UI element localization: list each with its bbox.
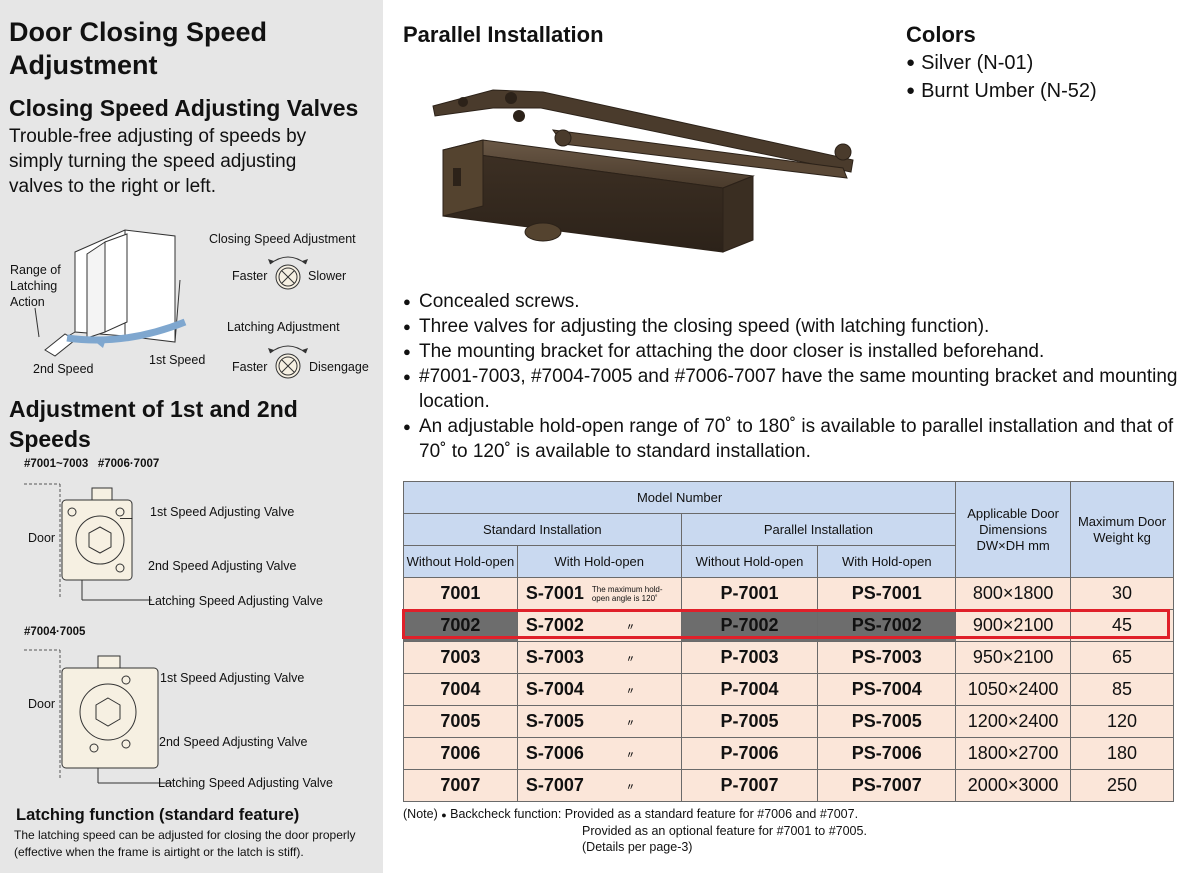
valves-description: Trouble-free adjusting of speeds by simply turning the speed adjusting valves to the right or left. xyxy=(9,126,307,197)
weight-cell: 250 xyxy=(1071,770,1174,802)
parallel-model-cell: P-7003 xyxy=(681,642,818,674)
with-holdopen-header-2: With Hold-open xyxy=(818,546,956,578)
feature-item: ● #7001-7003, #7004-7005 and #7006-7007 have the same mounting bracket and mounting location. xyxy=(403,364,1183,414)
standard-holdopen-cell xyxy=(517,674,681,706)
parallel-holdopen-cell: PS-7007 xyxy=(818,770,956,802)
table-row xyxy=(404,738,1174,770)
standard-holdopen-cell xyxy=(517,770,681,802)
door-label-2: Door xyxy=(28,697,56,711)
standard-holdopen-model: S-7007 xyxy=(525,775,584,795)
without-holdopen-header-2: Without Hold-open xyxy=(681,546,818,578)
weight-cell: 180 xyxy=(1071,738,1174,770)
right-area xyxy=(383,0,1185,873)
standard-holdopen-model: S-7003 xyxy=(525,647,584,667)
first-speed-valve-label: 1st Speed Adjusting Valve xyxy=(150,505,295,519)
with-holdopen-header: With Hold-open xyxy=(517,546,681,578)
dimensions-cell: 1200×2400 xyxy=(956,706,1071,738)
faster-label-2: Faster xyxy=(232,360,268,374)
parallel-holdopen-cell: PS-7002 xyxy=(818,610,956,642)
parallel-installation-header: Parallel Installation xyxy=(681,514,956,546)
standard-holdopen-model: S-7001 xyxy=(525,583,584,603)
ditto-mark: 〃 xyxy=(625,685,635,696)
latching-dial-icon xyxy=(260,339,316,385)
note-line-3: (Details per page-3) xyxy=(582,840,693,854)
latching-valve-label-2: Latching Speed Adjusting Valve xyxy=(158,776,333,790)
standard-holdopen-cell xyxy=(517,738,681,770)
standard-holdopen-cell xyxy=(517,642,681,674)
weight-cell: 30 xyxy=(1071,578,1174,610)
dimensions-cell: 1050×2400 xyxy=(956,674,1071,706)
parallel-model-cell: P-7005 xyxy=(681,706,818,738)
model-cell: 7006 xyxy=(404,738,518,770)
without-holdopen-header: Without Hold-open xyxy=(404,546,518,578)
slower-label: Slower xyxy=(308,269,347,283)
ditto-mark: 〃 xyxy=(625,653,635,664)
feature-item: ● The mounting bracket for attaching the door closer is installed beforehand. xyxy=(403,339,1183,364)
valve-diagram-2 xyxy=(22,648,172,788)
parallel-model-cell: P-7006 xyxy=(681,738,818,770)
valve-group-1-models: #7001~7003 #7006·7007 xyxy=(24,458,160,470)
model-spec-table xyxy=(403,481,1174,802)
second-speed-valve-label-2: 2nd Speed Adjusting Valve xyxy=(159,735,308,749)
table-row xyxy=(404,706,1174,738)
speeds-heading: Adjustment of 1st and 2nd Speeds xyxy=(9,396,298,452)
color-item: ● Burnt Umber (N-52) xyxy=(906,78,1097,106)
feature-item: ● An adjustable hold-open range of 70˚ to 180˚ is available to parallel installation and that of 70˚ to 120˚ is available to standard installation. xyxy=(403,414,1183,464)
latching-adjustment-label: Latching Adjustment xyxy=(227,320,340,334)
parallel-model-cell: P-7001 xyxy=(681,578,818,610)
model-cell: 7003 xyxy=(404,642,518,674)
valve-group-2-models: #7004·7005 xyxy=(24,626,86,638)
dimensions-cell: 2000×3000 xyxy=(956,770,1071,802)
dimensions-cell: 1800×2700 xyxy=(956,738,1071,770)
section-title: Door Closing Speed Adjustment xyxy=(9,17,268,80)
valves-heading: Closing Speed Adjusting Valves xyxy=(9,95,359,121)
standard-holdopen-model: S-7002 xyxy=(525,615,584,635)
standard-holdopen-model: S-7005 xyxy=(525,711,584,731)
parallel-holdopen-cell: PS-7004 xyxy=(818,674,956,706)
range-label: Range of Latching Action xyxy=(10,263,61,309)
weight-cell: 120 xyxy=(1071,706,1174,738)
model-cell: 7002 xyxy=(404,610,518,642)
parallel-model-cell: P-7002 xyxy=(681,610,818,642)
feature-list xyxy=(403,289,1183,464)
table-row xyxy=(404,642,1174,674)
colors-title: Colors xyxy=(906,22,976,47)
weight-cell: 65 xyxy=(1071,642,1174,674)
dimensions-cell: 900×2100 xyxy=(956,610,1071,642)
model-cell: 7001 xyxy=(404,578,518,610)
latching-valve-label: Latching Speed Adjusting Valve xyxy=(148,594,323,608)
second-speed-label: 2nd Speed xyxy=(33,362,94,376)
first-speed-label: 1st Speed xyxy=(149,353,206,367)
parallel-holdopen-cell: PS-7003 xyxy=(818,642,956,674)
standard-holdopen-cell xyxy=(517,706,681,738)
parallel-model-cell: P-7007 xyxy=(681,770,818,802)
ditto-mark: 〃 xyxy=(625,717,635,728)
first-speed-valve-label-2: 1st Speed Adjusting Valve xyxy=(160,671,305,685)
ditto-mark: 〃 xyxy=(625,749,635,760)
v1-leader: — xyxy=(120,511,133,525)
standard-holdopen-model: S-7006 xyxy=(525,743,584,763)
parallel-title: Parallel Installation xyxy=(403,22,604,47)
table-row xyxy=(404,770,1174,802)
parallel-model-cell: P-7004 xyxy=(681,674,818,706)
door-label-1: Door xyxy=(28,531,56,545)
model-cell: 7004 xyxy=(404,674,518,706)
parallel-holdopen-cell: PS-7005 xyxy=(818,706,956,738)
standard-holdopen-cell xyxy=(517,578,681,610)
left-panel xyxy=(0,0,383,873)
note-line-2: Provided as an optional feature for #7001 to #7005. xyxy=(582,824,867,838)
ditto-mark: 〃 xyxy=(625,781,635,792)
closing-speed-adjustment-label: Closing Speed Adjustment xyxy=(209,232,356,246)
model-cell: 7005 xyxy=(404,706,518,738)
model-number-header: Model Number xyxy=(404,482,956,514)
parallel-holdopen-cell: PS-7001 xyxy=(818,578,956,610)
dimensions-cell: 800×1800 xyxy=(956,578,1071,610)
table-row xyxy=(404,578,1174,610)
weight-header: Maximum Door Weight kg xyxy=(1071,482,1174,578)
weight-cell: 45 xyxy=(1071,610,1174,642)
table-row xyxy=(404,610,1174,642)
weight-cell: 85 xyxy=(1071,674,1174,706)
colors-list xyxy=(906,50,1097,106)
note-line-1: Backcheck function: Provided as a standard feature for #7006 and #7007. xyxy=(450,807,859,821)
parallel-holdopen-cell: PS-7006 xyxy=(818,738,956,770)
table-note: (Note) ● Backcheck function: Provided as a standard feature for #7006 and #7007. Provided as an optional feature for #7001 to #7005. (Details per page-3) xyxy=(403,807,867,854)
note-label: (Note) xyxy=(403,807,438,821)
latching-function-desc: The latching speed can be adjusted for closing the door properly (effective when the frame is airtight or the latch is stiff). xyxy=(14,828,356,859)
color-item: ● Silver (N-01) xyxy=(906,50,1097,78)
max-holdopen-note: The maximum hold-open angle is 120˚ xyxy=(591,585,663,604)
second-speed-valve-label: 2nd Speed Adjusting Valve xyxy=(148,559,297,573)
faster-label: Faster xyxy=(232,269,268,283)
standard-holdopen-model: S-7004 xyxy=(525,679,584,699)
table-row xyxy=(404,674,1174,706)
model-cell: 7007 xyxy=(404,770,518,802)
feature-item: ● Three valves for adjusting the closing speed (with latching function). xyxy=(403,314,1183,339)
feature-item: ● Concealed screws. xyxy=(403,289,1183,314)
door-closer-product-image xyxy=(423,80,883,260)
latching-function-title: Latching function (standard feature) xyxy=(16,806,300,824)
standard-holdopen-cell xyxy=(517,610,681,642)
ditto-mark: 〃 xyxy=(625,621,635,632)
disengage-label: Disengage xyxy=(309,360,369,374)
dimensions-header: Applicable Door Dimensions DW×DH mm xyxy=(956,482,1071,578)
standard-installation-header: Standard Installation xyxy=(404,514,682,546)
dimensions-cell: 950×2100 xyxy=(956,642,1071,674)
